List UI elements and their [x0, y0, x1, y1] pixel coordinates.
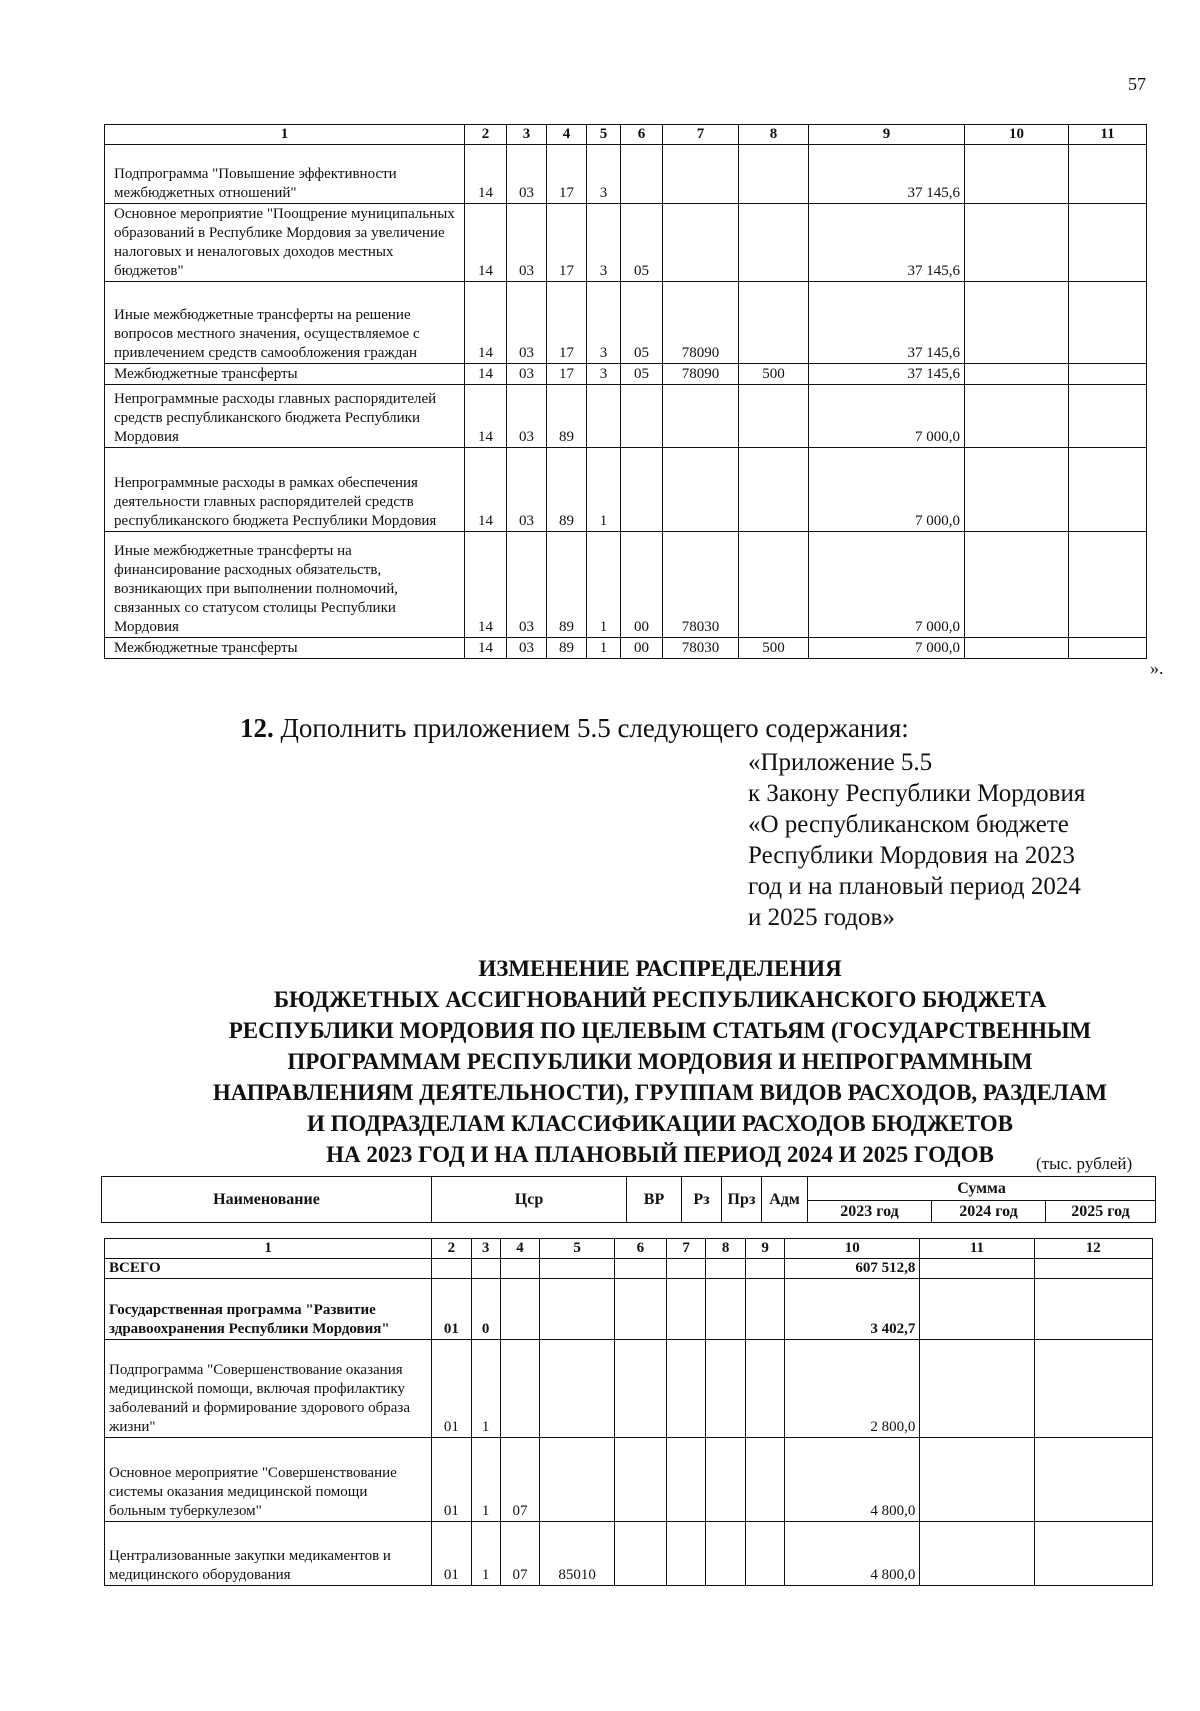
column-number: 9: [745, 1239, 784, 1259]
cell-c4: 07: [500, 1522, 539, 1586]
cell-c9: [745, 1438, 784, 1522]
table-row: [105, 1340, 1153, 1438]
budget-table-continuation: [104, 124, 1147, 659]
cell-c9: 7 000,0: [809, 448, 965, 532]
cell-c10: [965, 364, 1069, 385]
cell-c7: [666, 1279, 705, 1340]
item-text: Дополнить приложением 5.5 следующего содержания:: [280, 713, 909, 743]
row-name: Непрограммные расходы в рамках обеспечения деятельности главных распорядителей средств республиканского бюджета Республики Мордовия: [105, 448, 465, 532]
column-number: 12: [1034, 1239, 1152, 1259]
appendix-line: к Закону Республики Мордовия: [748, 780, 1086, 807]
cell-c12: [1034, 1259, 1152, 1279]
cell-c11: [920, 1438, 1034, 1522]
cell-c8: [739, 448, 809, 532]
title-line: БЮДЖЕТНЫХ АССИГНОВАНИЙ РЕСПУБЛИКАНСКОГО БЮДЖЕТА: [273, 987, 1047, 1012]
cell-c3: 03: [507, 448, 547, 532]
appendix-line: «О республиканском бюджете: [748, 811, 1069, 838]
row-name: Иные межбюджетные трансферты на решение вопросов местного значения, осуществляемое с привлечением средств самообложения граждан: [105, 282, 465, 364]
cell-c5: 3: [587, 145, 621, 204]
cell-c3: [471, 1259, 500, 1279]
cell-c7: [663, 385, 739, 448]
cell-c12: [1034, 1279, 1152, 1340]
column-number: 1: [105, 1239, 432, 1259]
cell-c2: 14: [465, 385, 507, 448]
cell-c6: 05: [621, 204, 663, 282]
appendix-reference: [748, 747, 1128, 933]
cell-c4: 17: [547, 204, 587, 282]
cell-c2: 14: [465, 532, 507, 638]
column-number: 7: [663, 125, 739, 145]
cell-c7: [663, 145, 739, 204]
cell-c6: 05: [621, 282, 663, 364]
title-line: НАПРАВЛЕНИЯМ ДЕЯТЕЛЬНОСТИ), ГРУППАМ ВИДОВ РАСХОДОВ, РАЗДЕЛАМ: [212, 1080, 1108, 1105]
cell-c2: 14: [465, 145, 507, 204]
cell-c8: [706, 1259, 745, 1279]
cell-c12: [1034, 1438, 1152, 1522]
cell-c10: 607 512,8: [785, 1259, 920, 1279]
cell-c3: 03: [507, 282, 547, 364]
cell-c3: 1: [471, 1438, 500, 1522]
header-csr: Цср: [432, 1177, 627, 1223]
cell-c3: 03: [507, 204, 547, 282]
closing-quote: ».: [1150, 658, 1164, 678]
cell-c10: 3 402,7: [785, 1279, 920, 1340]
table-row: [105, 1438, 1153, 1522]
appendix-line: год и на плановый период 2024: [748, 873, 1081, 900]
cell-c11: [920, 1279, 1034, 1340]
cell-c2: 01: [432, 1340, 471, 1438]
table-row: [105, 385, 1147, 448]
cell-c7: [666, 1522, 705, 1586]
header-name: Наименование: [102, 1177, 432, 1223]
cell-c2: 14: [465, 282, 507, 364]
cell-c5: [587, 385, 621, 448]
table-row: [105, 282, 1147, 364]
cell-c2: 14: [465, 204, 507, 282]
header-year-2024: 2024 год: [932, 1201, 1046, 1223]
cell-c8: [706, 1522, 745, 1586]
cell-c8: [739, 145, 809, 204]
budget-table-header: [101, 1176, 1156, 1223]
cell-c5: 3: [587, 204, 621, 282]
cell-c3: 03: [507, 145, 547, 204]
cell-c11: [920, 1259, 1034, 1279]
cell-c10: 4 800,0: [785, 1522, 920, 1586]
header-rz: Рз: [682, 1177, 722, 1223]
table-row: [105, 1522, 1153, 1586]
cell-c8: 500: [739, 364, 809, 385]
cell-c5: 1: [587, 532, 621, 638]
column-number: 8: [739, 125, 809, 145]
cell-c7: 78030: [663, 638, 739, 659]
cell-c12: [1034, 1340, 1152, 1438]
cell-c2: 14: [465, 364, 507, 385]
title-line: ПРОГРАММАМ РЕСПУБЛИКИ МОРДОВИЯ И НЕПРОГРАММНЫМ: [287, 1049, 1033, 1074]
cell-c6: [614, 1279, 666, 1340]
row-name: ВСЕГО: [105, 1259, 432, 1279]
cell-c5: 1: [587, 448, 621, 532]
cell-c11: [1069, 145, 1147, 204]
cell-c8: [706, 1279, 745, 1340]
cell-c2: 01: [432, 1522, 471, 1586]
cell-c6: [614, 1259, 666, 1279]
row-name: Основное мероприятие "Совершенствование системы оказания медицинской помощи больным туберкулезом": [105, 1438, 432, 1522]
cell-c2: 01: [432, 1279, 471, 1340]
cell-c10: 4 800,0: [785, 1438, 920, 1522]
column-number: 3: [471, 1239, 500, 1259]
cell-c9: [745, 1340, 784, 1438]
cell-c10: [965, 282, 1069, 364]
cell-c9: [745, 1522, 784, 1586]
cell-c3: 03: [507, 385, 547, 448]
cell-c9: 37 145,6: [809, 204, 965, 282]
cell-c7: [666, 1340, 705, 1438]
cell-c9: 37 145,6: [809, 282, 965, 364]
row-name: Государственная программа "Развитие здравоохранения Республики Мордовия": [105, 1279, 432, 1340]
cell-c7: [666, 1438, 705, 1522]
header-vr: ВР: [627, 1177, 682, 1223]
cell-c5: 3: [587, 282, 621, 364]
column-number: 6: [621, 125, 663, 145]
table-row: [105, 448, 1147, 532]
column-number: 10: [965, 125, 1069, 145]
cell-c7: [666, 1259, 705, 1279]
column-number: 3: [507, 125, 547, 145]
cell-c3: 1: [471, 1522, 500, 1586]
cell-c9: 37 145,6: [809, 145, 965, 204]
cell-c10: 2 800,0: [785, 1340, 920, 1438]
cell-c6: 05: [621, 364, 663, 385]
cell-c4: [500, 1259, 539, 1279]
cell-c6: [614, 1340, 666, 1438]
cell-c9: 37 145,6: [809, 364, 965, 385]
title-line: ИЗМЕНЕНИЕ РАСПРЕДЕЛЕНИЯ: [478, 956, 842, 981]
cell-c7: [663, 204, 739, 282]
cell-c3: 03: [507, 638, 547, 659]
cell-c2: 14: [465, 638, 507, 659]
table-row: [105, 1279, 1153, 1340]
column-number: 10: [785, 1239, 920, 1259]
table-row: [105, 204, 1147, 282]
units-label: (тыс. рублей): [1036, 1154, 1133, 1173]
cell-c3: 03: [507, 532, 547, 638]
row-name: Межбюджетные трансферты: [105, 638, 465, 659]
cell-c11: [1069, 204, 1147, 282]
cell-c4: 17: [547, 364, 587, 385]
cell-c5: [540, 1340, 615, 1438]
row-name: Централизованные закупки медикаментов и медицинского оборудования: [105, 1522, 432, 1586]
column-number: 7: [666, 1239, 705, 1259]
cell-c7: [663, 448, 739, 532]
column-number: 11: [1069, 125, 1147, 145]
cell-c9: 7 000,0: [809, 385, 965, 448]
table-row: [105, 364, 1147, 385]
column-number: 5: [587, 125, 621, 145]
cell-c11: [1069, 364, 1147, 385]
cell-c6: [621, 448, 663, 532]
cell-c9: 7 000,0: [809, 532, 965, 638]
cell-c3: 03: [507, 364, 547, 385]
cell-c6: [621, 145, 663, 204]
table-row: [105, 145, 1147, 204]
column-number: 8: [706, 1239, 745, 1259]
header-sum: Сумма: [808, 1177, 1156, 1201]
row-name: Иные межбюджетные трансферты на финансирование расходных обязательств, возникающих при выполнении полномочий, связанных со статусом столицы Республики Мордовия: [105, 532, 465, 638]
cell-c8: 500: [739, 638, 809, 659]
cell-c6: [621, 385, 663, 448]
table-row: [105, 638, 1147, 659]
cell-c9: [745, 1279, 784, 1340]
cell-c4: 89: [547, 638, 587, 659]
cell-c5: 3: [587, 364, 621, 385]
column-number: 1: [105, 125, 465, 145]
header-year-2025: 2025 год: [1046, 1201, 1156, 1223]
cell-c4: 89: [547, 532, 587, 638]
cell-c10: [965, 532, 1069, 638]
cell-c3: 1: [471, 1340, 500, 1438]
cell-c8: [739, 532, 809, 638]
header-year-2023: 2023 год: [808, 1201, 932, 1223]
item-number: 12.: [240, 713, 274, 743]
column-number: 9: [809, 125, 965, 145]
cell-c6: [614, 1438, 666, 1522]
table-row: [105, 1259, 1153, 1279]
cell-c11: [1069, 532, 1147, 638]
cell-c8: [739, 385, 809, 448]
cell-c11: [1069, 282, 1147, 364]
table-header-row: [105, 1239, 1153, 1259]
cell-c4: 89: [547, 385, 587, 448]
cell-c8: [739, 204, 809, 282]
cell-c4: 17: [547, 145, 587, 204]
column-number: 11: [920, 1239, 1034, 1259]
cell-c5: [540, 1279, 615, 1340]
cell-c2: 01: [432, 1438, 471, 1522]
column-number: 4: [547, 125, 587, 145]
cell-c2: [432, 1259, 471, 1279]
cell-c5: [540, 1438, 615, 1522]
cell-c8: [706, 1340, 745, 1438]
cell-c11: [1069, 385, 1147, 448]
cell-c9: 7 000,0: [809, 638, 965, 659]
budget-table: [104, 1238, 1153, 1586]
title-line: РЕСПУБЛИКИ МОРДОВИЯ ПО ЦЕЛЕВЫМ СТАТЬЯМ (ГОСУДАРСТВЕННЫМ: [228, 1018, 1092, 1043]
header-adm: Адм: [762, 1177, 808, 1223]
cell-c8: [739, 282, 809, 364]
cell-c4: 17: [547, 282, 587, 364]
cell-c10: [965, 385, 1069, 448]
appendix-line: «Приложение 5.5: [748, 749, 933, 776]
cell-c12: [1034, 1522, 1152, 1586]
cell-c8: [706, 1438, 745, 1522]
cell-c7: 78090: [663, 282, 739, 364]
cell-c10: [965, 448, 1069, 532]
cell-c6: [614, 1522, 666, 1586]
title-line: НА 2023 ГОД И НА ПЛАНОВЫЙ ПЕРИОД 2024 И 2025 ГОДОВ: [326, 1142, 994, 1167]
cell-c9: [745, 1259, 784, 1279]
cell-c7: 78090: [663, 364, 739, 385]
appendix-line: и 2025 годов»: [748, 904, 895, 931]
cell-c5: [540, 1259, 615, 1279]
table-header-row: [105, 125, 1147, 145]
page-number: 57: [1128, 74, 1146, 94]
column-number: 5: [540, 1239, 615, 1259]
cell-c4: [500, 1279, 539, 1340]
cell-c10: [965, 638, 1069, 659]
row-name: Межбюджетные трансферты: [105, 364, 465, 385]
cell-c7: 78030: [663, 532, 739, 638]
column-number: 2: [465, 125, 507, 145]
column-number: 4: [500, 1239, 539, 1259]
cell-c11: [920, 1522, 1034, 1586]
cell-c6: 00: [621, 638, 663, 659]
title-line: И ПОДРАЗДЕЛАМ КЛАССИФИКАЦИИ РАСХОДОВ БЮДЖЕТОВ: [307, 1111, 1013, 1136]
column-number: 6: [614, 1239, 666, 1259]
table-row: [105, 532, 1147, 638]
cell-c3: 0: [471, 1279, 500, 1340]
row-name: Непрограммные расходы главных распорядителей средств республиканского бюджета Республики Мордовия: [105, 385, 465, 448]
document-title: [150, 953, 1170, 1170]
cell-c10: [965, 204, 1069, 282]
cell-c5: 85010: [540, 1522, 615, 1586]
row-name: Основное мероприятие "Поощрение муниципальных образований в Республике Мордовия за увеличение налоговых и неналоговых доходов местных бюджетов": [105, 204, 465, 282]
appendix-line: Республики Мордовия на 2023: [748, 842, 1075, 869]
cell-c11: [1069, 448, 1147, 532]
cell-c2: 14: [465, 448, 507, 532]
cell-c4: 07: [500, 1438, 539, 1522]
row-name: Подпрограмма "Совершенствование оказания медицинской помощи, включая профилактику заболеваний и формирование здорового образа жизни": [105, 1340, 432, 1438]
column-number: 2: [432, 1239, 471, 1259]
row-name: Подпрограмма "Повышение эффективности межбюджетных отношений": [105, 145, 465, 204]
cell-c11: [1069, 638, 1147, 659]
cell-c4: [500, 1340, 539, 1438]
amendment-item: [240, 713, 909, 744]
header-prz: Прз: [722, 1177, 762, 1223]
cell-c4: 89: [547, 448, 587, 532]
cell-c11: [920, 1340, 1034, 1438]
cell-c10: [965, 145, 1069, 204]
cell-c6: 00: [621, 532, 663, 638]
cell-c5: 1: [587, 638, 621, 659]
